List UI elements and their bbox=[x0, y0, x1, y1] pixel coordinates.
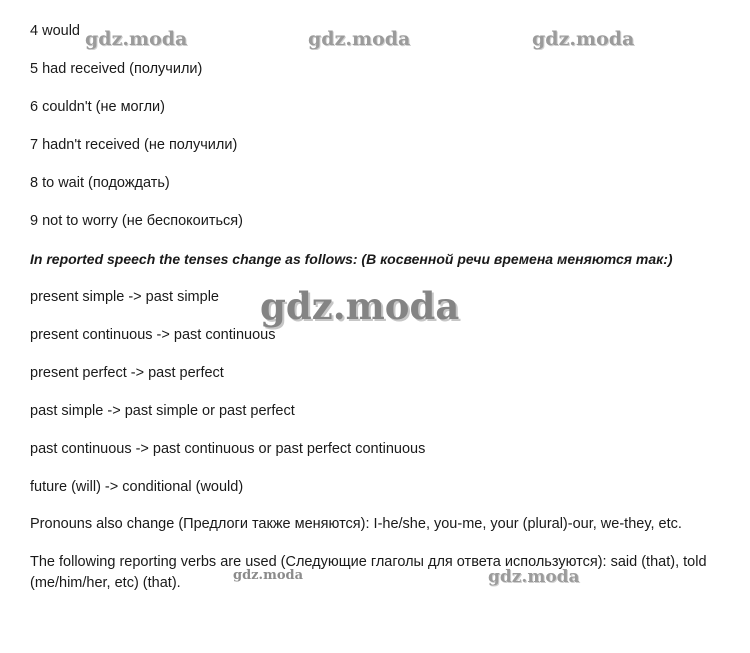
tense-rule-past-simple: past simple -> past simple or past perfect bbox=[30, 403, 295, 419]
watermark-top-left: gdz.moda bbox=[85, 28, 188, 50]
tense-rule-present-simple: present simple -> past simple bbox=[30, 289, 219, 305]
watermark-top-center: gdz.moda bbox=[308, 28, 411, 50]
watermark-bottom-right: gdz.moda bbox=[488, 567, 580, 587]
tense-rule-future: future (will) -> conditional (would) bbox=[30, 479, 244, 495]
answer-line-6: 6 couldn't (не могли) bbox=[30, 99, 165, 115]
answer-line-7: 7 hadn't received (не получили) bbox=[30, 137, 238, 153]
watermark-bottom-left: gdz.moda bbox=[233, 568, 304, 583]
answer-line-4: 4 would bbox=[30, 23, 80, 39]
pronouns-note: Pronouns also change (Предлоги также меняются): I-he/she, you-me, your (plural)-our, we-they, etc. bbox=[30, 516, 682, 532]
answer-line-9: 9 not to worry (не беспокоиться) bbox=[30, 213, 243, 229]
watermark-center: gdz.moda bbox=[260, 284, 460, 328]
tense-rule-present-continuous: present continuous -> past continuous bbox=[30, 327, 276, 343]
answer-line-8: 8 to wait (подождать) bbox=[30, 175, 170, 191]
tense-rule-past-continuous: past continuous -> past continuous or past perfect continuous bbox=[30, 441, 426, 457]
tense-rule-present-perfect: present perfect -> past perfect bbox=[30, 365, 224, 381]
answer-line-5: 5 had received (получили) bbox=[30, 61, 203, 77]
watermark-top-right: gdz.moda bbox=[532, 28, 635, 50]
section-heading: In reported speech the tenses change as follows: (В косвенной речи времена меняются так:) bbox=[30, 251, 673, 267]
reporting-verbs-note: The following reporting verbs are used (Следующие глаголы для ответа используются): said (that), told (me/him/her, etc) (that). bbox=[30, 554, 707, 591]
